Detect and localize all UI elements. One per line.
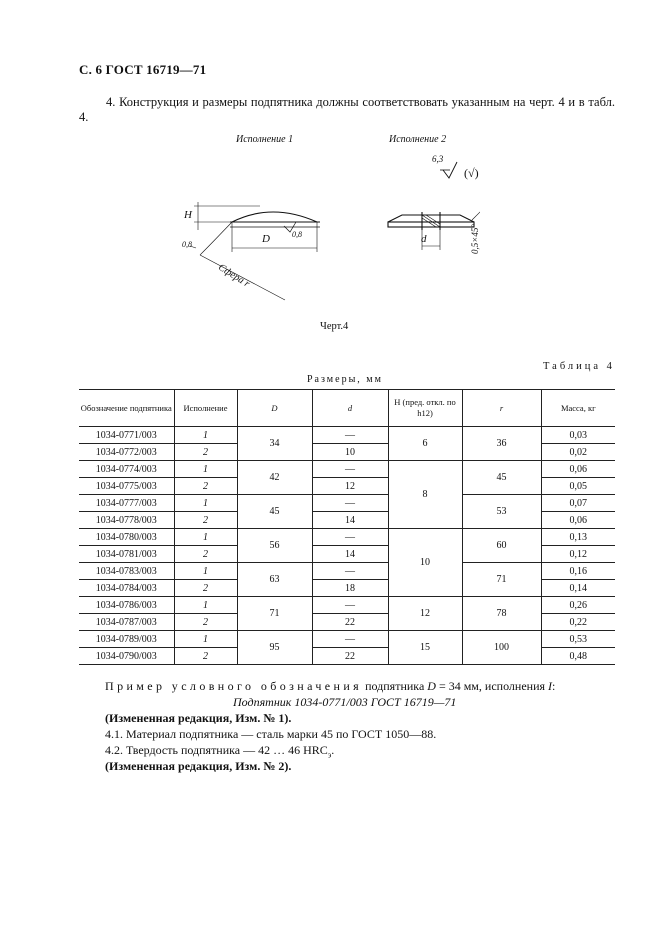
- table-row: [79, 529, 615, 546]
- cell-mass: 0,14: [541, 580, 615, 597]
- cell-D: 71: [237, 597, 312, 631]
- cell-version: 2: [174, 478, 237, 495]
- cell-D: 95: [237, 631, 312, 665]
- cell-code: 1034-0790/003: [79, 648, 174, 665]
- table-row: [79, 427, 615, 444]
- cell-mass: 0,26: [541, 597, 615, 614]
- cell-mass: 0,06: [541, 461, 615, 478]
- table-caption: Размеры, мм: [307, 374, 383, 385]
- table-row: [79, 631, 615, 648]
- cell-r: 71: [462, 563, 541, 597]
- caption-version-2: Исполнение 2: [389, 134, 447, 145]
- dim-08-left: 0,8: [182, 240, 192, 249]
- cell-mass: 0,12: [541, 546, 615, 563]
- cell-code: 1034-0775/003: [79, 478, 174, 495]
- table-row: [79, 563, 615, 580]
- cell-mass: 0,07: [541, 495, 615, 512]
- cell-version: 1: [174, 495, 237, 512]
- cell-mass: 0,05: [541, 478, 615, 495]
- designation-example: [105, 679, 555, 694]
- version-1-drawing: [190, 202, 320, 300]
- cell-version: 1: [174, 631, 237, 648]
- cell-D: 63: [237, 563, 312, 597]
- cell-version: 2: [174, 546, 237, 563]
- cell-d: 10: [312, 444, 388, 461]
- cell-r: 100: [462, 631, 541, 665]
- cell-version: 1: [174, 461, 237, 478]
- cell-mass: 0,03: [541, 427, 615, 444]
- cell-D: 56: [237, 529, 312, 563]
- cell-code: 1034-0786/003: [79, 597, 174, 614]
- note-4-2-main: 4.2. Твердость подпятника — 42 … 46 HRC: [105, 743, 328, 757]
- cell-r: 78: [462, 597, 541, 631]
- cell-d: 14: [312, 512, 388, 529]
- cell-H: 10: [388, 529, 462, 597]
- col-header-D: D: [237, 390, 312, 427]
- cell-r: 53: [462, 495, 541, 529]
- note-4-2-sub: э: [327, 750, 332, 760]
- example-lead: Пример условного обозначения: [105, 679, 363, 693]
- roughness-paren: (√): [464, 166, 479, 180]
- drawing-svg: [160, 150, 480, 310]
- cell-r: 36: [462, 427, 541, 461]
- dim-D-label: D: [262, 233, 270, 245]
- cell-D: 34: [237, 427, 312, 461]
- cell-d: —: [312, 529, 388, 546]
- cell-mass: 0,16: [541, 563, 615, 580]
- drawing-figure: [160, 150, 480, 315]
- cell-mass: 0,22: [541, 614, 615, 631]
- note-4-1: 4.1. Материал подпятника — сталь марки 45 по ГОСТ 1050—88.: [105, 727, 437, 741]
- cell-d: 22: [312, 614, 388, 631]
- cell-D: 42: [237, 461, 312, 495]
- cell-version: 2: [174, 614, 237, 631]
- cell-d: 22: [312, 648, 388, 665]
- example-text-b: = 34 мм, исполнения: [438, 679, 546, 693]
- cell-d: —: [312, 461, 388, 478]
- col-header-version: Исполнение: [174, 390, 237, 427]
- cell-version: 2: [174, 648, 237, 665]
- example-var-I: I: [548, 679, 553, 693]
- cell-H: 12: [388, 597, 462, 631]
- cell-mass: 0,06: [541, 512, 615, 529]
- col-header-H: H (пред. откл. по h12): [388, 390, 462, 427]
- example-var-D: D: [427, 679, 436, 693]
- cell-version: 2: [174, 444, 237, 461]
- cell-code: 1034-0771/003: [79, 427, 174, 444]
- cell-version: 1: [174, 427, 237, 444]
- cell-D: 45: [237, 495, 312, 529]
- note-4-2-end: .: [331, 743, 335, 757]
- cell-H: 8: [388, 461, 462, 529]
- cell-code: 1034-0784/003: [79, 580, 174, 597]
- revision-note-1: (Измененная редакция, Изм. № 1).: [105, 711, 292, 725]
- cell-d: —: [312, 597, 388, 614]
- cell-code: 1034-0789/003: [79, 631, 174, 648]
- dim-chamfer-label: 0,5×45°: [470, 224, 480, 254]
- cell-code: 1034-0774/003: [79, 461, 174, 478]
- dimensions-table: [79, 389, 615, 665]
- cell-code: 1034-0772/003: [79, 444, 174, 461]
- example-code: Подпятник 1034-0771/003 ГОСТ 16719—71: [233, 695, 457, 709]
- example-text-a: подпятника: [365, 679, 425, 693]
- cell-version: 1: [174, 563, 237, 580]
- figure-label: Черт.4: [320, 321, 349, 332]
- cell-d: 12: [312, 478, 388, 495]
- note-4-2: [105, 743, 334, 759]
- cell-code: 1034-0781/003: [79, 546, 174, 563]
- table-row: [79, 461, 615, 478]
- cell-H: 15: [388, 631, 462, 665]
- cell-code: 1034-0787/003: [79, 614, 174, 631]
- section-4-paragraph: 4. Конструкция и размеры подпятника должны соответствовать указанным на черт. 4 и в табл. 4.: [79, 95, 615, 124]
- cell-code: 1034-0777/003: [79, 495, 174, 512]
- roughness-value: 6,3: [432, 154, 444, 164]
- col-header-d: d: [312, 390, 388, 427]
- dim-08-top: 0,8: [292, 230, 302, 239]
- table-row: [79, 597, 615, 614]
- table-title: Таблица 4: [543, 361, 615, 372]
- cell-code: 1034-0778/003: [79, 512, 174, 529]
- cell-r: 45: [462, 461, 541, 495]
- cell-d: —: [312, 427, 388, 444]
- col-header-r: r: [462, 390, 541, 427]
- cell-H: 6: [388, 427, 462, 461]
- cell-version: 2: [174, 512, 237, 529]
- cell-d: 18: [312, 580, 388, 597]
- dim-d-label: d: [421, 233, 427, 245]
- col-header-mass: Масса, кг: [541, 390, 615, 427]
- col-header-designation: Обозначение подпятника: [79, 390, 174, 427]
- cell-version: 1: [174, 529, 237, 546]
- cell-code: 1034-0783/003: [79, 563, 174, 580]
- example-text-c: :: [552, 679, 556, 693]
- page-header: С. 6 ГОСТ 16719—71: [79, 62, 207, 77]
- cell-d: —: [312, 495, 388, 512]
- dim-sphere-label: Сфера r: [216, 262, 252, 290]
- table-row: [79, 495, 615, 512]
- cell-mass: 0,48: [541, 648, 615, 665]
- dim-H-label: H: [184, 209, 192, 221]
- cell-r: 60: [462, 529, 541, 563]
- cell-d: —: [312, 563, 388, 580]
- cell-mass: 0,53: [541, 631, 615, 648]
- cell-code: 1034-0780/003: [79, 529, 174, 546]
- cell-version: 2: [174, 580, 237, 597]
- caption-version-1: Исполнение 1: [236, 134, 294, 145]
- cell-mass: 0,13: [541, 529, 615, 546]
- cell-version: 1: [174, 597, 237, 614]
- cell-mass: 0,02: [541, 444, 615, 461]
- revision-note-2: (Измененная редакция, Изм. № 2).: [105, 759, 292, 773]
- cell-d: 14: [312, 546, 388, 563]
- cell-d: —: [312, 631, 388, 648]
